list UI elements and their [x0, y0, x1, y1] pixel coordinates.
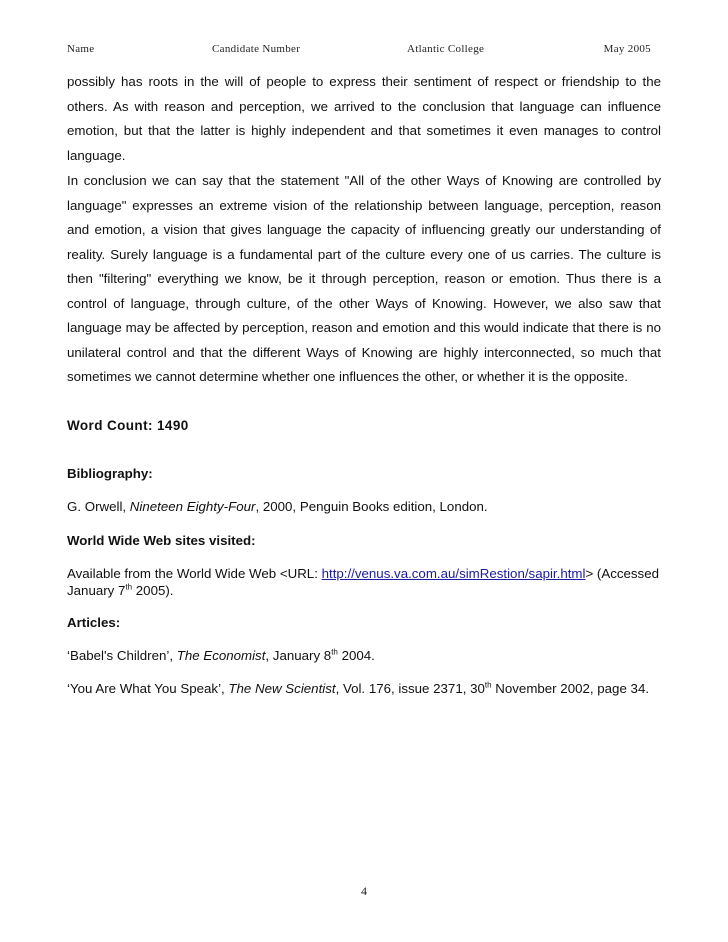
reference-article-1 [67, 648, 661, 663]
web-date-sup: th [125, 582, 133, 592]
web-suffix: > (Accessed January 7 [67, 566, 659, 598]
reference-orwell [67, 499, 661, 514]
www-heading: World Wide Web sites visited: [67, 533, 256, 548]
header-name: Name [67, 43, 95, 55]
body-paragraph-1: possibly has roots in the will of people to express their sentiment of respect or friendship to the others. As with reason and perception, we arrived to the conclusion that language can influence emotion, but that the latter is highly independent and that sometimes it even manages to control language. [67, 74, 661, 163]
article2-date: , Vol. 176, issue 2371, 30 [335, 681, 485, 696]
article2-title: ‘You Are What You Speak’, [67, 681, 229, 696]
article1-sup: th [331, 647, 338, 657]
article1-date: , January 8 [265, 648, 332, 663]
reference-author: G. Orwell, [67, 499, 130, 514]
web-url-link[interactable]: http://venus.va.com.au/simRestion/sapir.html [321, 566, 586, 581]
reference-comma: , [255, 499, 260, 514]
web-end: 2005). [132, 583, 174, 598]
page-number: 4 [361, 884, 367, 898]
conclusion-paragraph: In conclusion we can say that the statement "All of the other Ways of Knowing are controlled by language" expresses an extreme vision of the relationship between language, perception, reason and emotion, a vision that gives language the capacity of influencing greatly our understanding of reality. Surely language is a fundamental part of the culture every one of us carries. The culture is then "filtering" everything we know, be it through perception, reason or emotion. Thus there is a control of language, through culture, of the other Ways of Knowing. However, we also saw that language may be affected by perception, reason and emotion and this would indicate that there is no unilateral control and that the different Ways of Knowing are highly interconnected, so much that sometimes we cannot determine whether one influences the other, or whether it is the opposite. [67, 173, 661, 384]
article1-source: The Economist [176, 648, 266, 663]
article2-source: The New Scientist [228, 681, 336, 696]
reference-article-2 [67, 681, 661, 696]
reference-web [67, 565, 661, 599]
article1-end: 2004. [337, 648, 375, 663]
header-candidate-number: Candidate Number [212, 43, 301, 55]
reference-book-title: Nineteen Eighty-Four [129, 499, 256, 514]
reference-details: 2000, Penguin Books edition, London. [259, 499, 488, 514]
web-prefix: Available from the World Wide Web <URL: [67, 566, 322, 581]
bibliography-heading: Bibliography: [67, 466, 153, 481]
header-college: Atlantic College [407, 43, 485, 55]
article2-sup: th [484, 680, 492, 690]
page-header [67, 43, 657, 59]
articles-heading: Articles: [67, 615, 121, 630]
article2-end: November 2002, page 34. [491, 681, 650, 696]
article1-title: ‘Babel's Children’, [67, 648, 177, 663]
header-date: May 2005 [603, 43, 651, 55]
word-count: Word Count: 1490 [67, 418, 189, 433]
